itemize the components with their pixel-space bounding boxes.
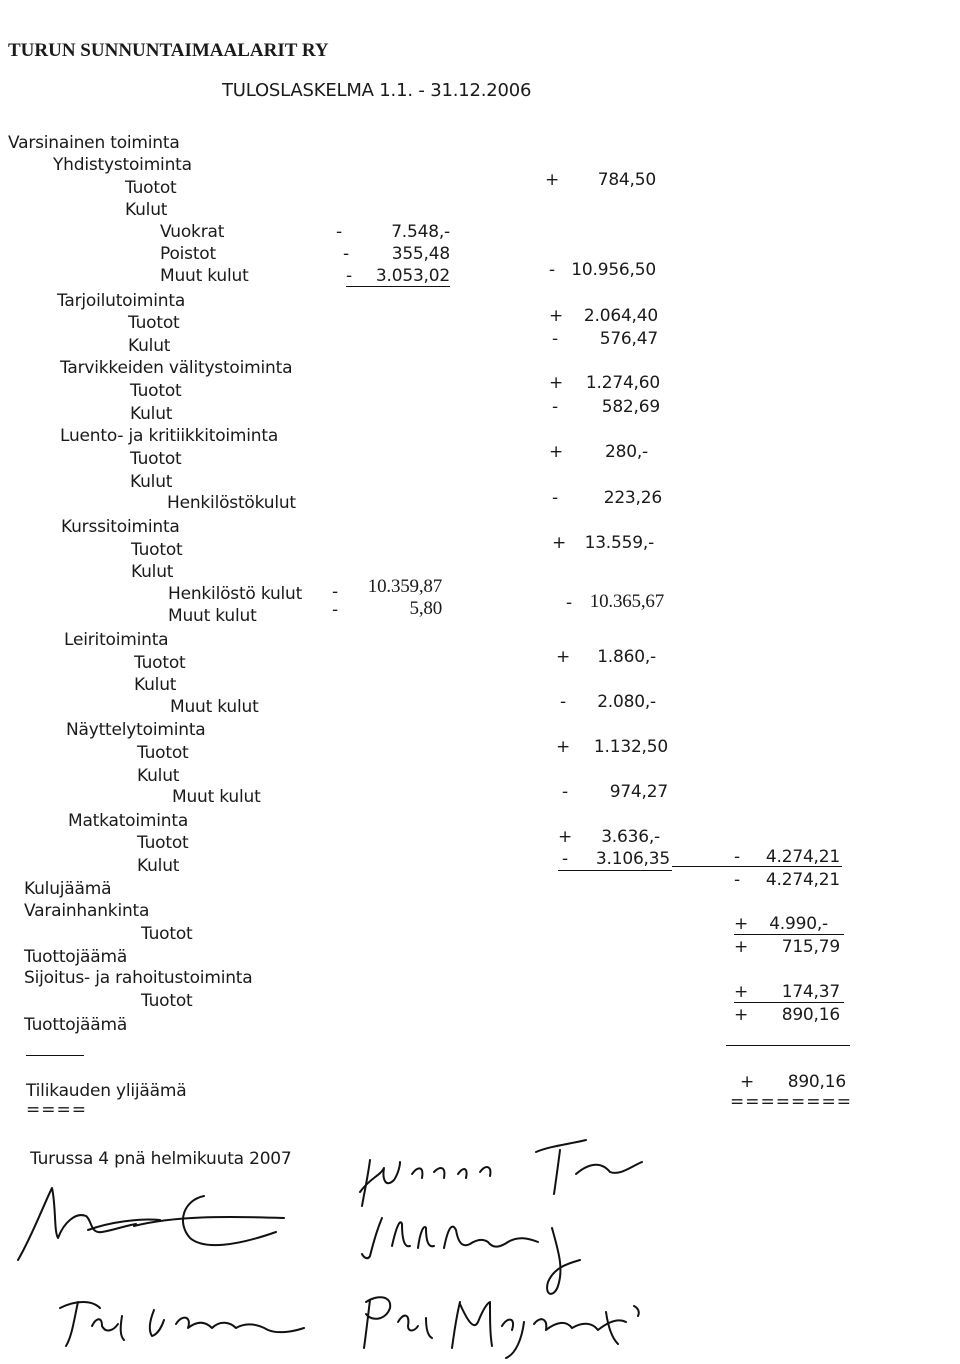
amount-sign: - xyxy=(562,782,568,802)
result-sign: + xyxy=(740,1072,755,1092)
signature-1 xyxy=(14,1176,294,1276)
double-rule-short: ==== xyxy=(26,1100,87,1120)
total-value: 4.274,21 xyxy=(765,847,840,867)
line-label: Tuotot xyxy=(128,313,180,333)
total-value: 4.990,- xyxy=(769,914,828,934)
line-label: Kulut xyxy=(130,404,173,424)
result-label: Tilikauden ylijäämä xyxy=(26,1081,187,1101)
amount-value: 974,27 xyxy=(609,782,668,802)
amount-sign: - xyxy=(552,329,558,349)
section-label: Varainhankinta xyxy=(24,901,150,921)
place-date: Turussa 4 pnä helmikuuta 2007 xyxy=(30,1149,292,1169)
amount-value: 2.064,40 xyxy=(583,306,658,326)
amount-sign: + xyxy=(545,170,560,190)
amount-sign: - xyxy=(346,266,352,286)
signature-4 xyxy=(48,1286,318,1356)
summary-label: Kulujäämä xyxy=(24,879,112,899)
subsection-label: Yhdistystoiminta xyxy=(53,155,192,175)
statement-title: TULOSLASKELMA 1.1. - 31.12.2006 xyxy=(222,80,532,101)
subsection-label: Näyttelytoiminta xyxy=(66,720,206,740)
amount-sign: + xyxy=(558,827,573,847)
total-sign: + xyxy=(734,914,749,934)
line-label: Kulut xyxy=(125,200,168,220)
subsection-label: Matkatoiminta xyxy=(68,811,189,831)
line-label: Poistot xyxy=(160,244,216,264)
amount-value: 1.132,50 xyxy=(593,737,668,757)
amount-value: 784,50 xyxy=(597,170,656,190)
total-value: 4.274,21 xyxy=(765,870,840,890)
summary-rule xyxy=(26,1055,84,1056)
subsection-label: Leiritoiminta xyxy=(64,630,169,650)
result-value: 890,16 xyxy=(787,1072,846,1092)
amount-value: 7.548,- xyxy=(391,222,450,242)
amount-sign: + xyxy=(549,442,564,462)
amount-value: 582,69 xyxy=(601,397,660,417)
subtotal-underline xyxy=(346,286,450,287)
line-label: Kulut xyxy=(128,336,171,356)
amount-value: 280,- xyxy=(605,442,648,462)
section-label: Sijoitus- ja rahoitustoiminta xyxy=(24,968,253,988)
amount-value: 2.080,- xyxy=(597,692,656,712)
amount-sign: + xyxy=(552,533,567,553)
amount-value: 1.274,60 xyxy=(585,373,660,393)
total-value: 715,79 xyxy=(781,937,840,957)
amount-value: 355,48 xyxy=(391,244,450,264)
summary-label: Tuottojäämä xyxy=(24,947,128,967)
subsection-label: Tarjoilutoiminta xyxy=(57,291,186,311)
total-sign: + xyxy=(734,1005,749,1025)
line-label: Kulut xyxy=(131,562,174,582)
line-label: Henkilöstökulut xyxy=(167,493,296,513)
line-label: Tuotot xyxy=(141,991,193,1011)
total-value: 174,37 xyxy=(781,982,840,1002)
amount-sign: - xyxy=(552,397,558,417)
double-rule-long: ======== xyxy=(730,1092,852,1112)
line-label: Tuotot xyxy=(131,540,183,560)
subsection-label: Tarvikkeiden välitystoiminta xyxy=(60,358,293,378)
line-label: Tuotot xyxy=(134,653,186,673)
amount-sign: + xyxy=(549,306,564,326)
line-label: Henkilöstö kulut xyxy=(168,584,303,604)
total-sign: - xyxy=(734,847,740,867)
line-label: Tuotot xyxy=(137,833,189,853)
line-label: Muut kulut xyxy=(170,697,259,717)
total-sign: - xyxy=(734,870,740,890)
amount-sign: - xyxy=(560,692,566,712)
line-label: Tuotot xyxy=(125,178,177,198)
line-label: Muut kulut xyxy=(168,606,257,626)
line-label: Tuotot xyxy=(130,449,182,469)
subsection-label: Luento- ja kritiikkitoiminta xyxy=(60,426,279,446)
signature-5 xyxy=(356,1282,656,1362)
amount-sign: - xyxy=(549,260,555,280)
organization-name: TURUN SUNNUNTAIMAALARIT RY xyxy=(8,40,329,61)
line-label: Tuotot xyxy=(130,381,182,401)
summary-rule xyxy=(726,1045,850,1046)
amount-value: 5,80 xyxy=(409,598,442,619)
amount-value: 576,47 xyxy=(599,329,658,349)
line-label: Muut kulut xyxy=(160,266,249,286)
amount-sign: + xyxy=(556,647,571,667)
section-label: Varsinainen toiminta xyxy=(8,133,180,153)
subsection-label: Kurssitoiminta xyxy=(61,517,180,537)
line-label: Kulut xyxy=(134,675,177,695)
amount-value: 10.365,67 xyxy=(589,591,664,612)
total-underline xyxy=(672,866,842,867)
line-label: Tuotot xyxy=(141,924,193,944)
amount-value: 223,26 xyxy=(603,488,662,508)
line-label: Vuokrat xyxy=(160,222,225,242)
amount-value: 1.860,- xyxy=(597,647,656,667)
amount-sign: - xyxy=(562,849,568,869)
amount-sign: - xyxy=(336,222,342,242)
amount-value: 3.636,- xyxy=(601,827,660,847)
total-sign: + xyxy=(734,982,749,1002)
amount-sign: + xyxy=(556,737,571,757)
amount-sign: - xyxy=(332,582,338,602)
total-sign: + xyxy=(734,937,749,957)
line-label: Tuotot xyxy=(137,743,189,763)
total-value: 890,16 xyxy=(781,1005,840,1025)
amount-sign: - xyxy=(343,244,349,264)
amount-sign: + xyxy=(549,373,564,393)
summary-label: Tuottojäämä xyxy=(24,1015,128,1035)
subtotal-underline xyxy=(558,870,672,871)
line-label: Kulut xyxy=(130,472,173,492)
amount-value: 10.359,87 xyxy=(367,576,442,597)
line-label: Kulut xyxy=(137,766,180,786)
total-underline xyxy=(734,1002,844,1003)
amount-sign: - xyxy=(552,488,558,508)
amount-value: 13.559,- xyxy=(584,533,654,553)
line-label: Kulut xyxy=(137,856,180,876)
amount-value: 10.956,50 xyxy=(571,260,656,280)
total-underline xyxy=(734,934,844,935)
amount-sign: - xyxy=(566,593,572,613)
amount-value: 3.053,02 xyxy=(375,266,450,286)
line-label: Muut kulut xyxy=(172,787,261,807)
amount-sign: - xyxy=(332,600,338,620)
amount-value: 3.106,35 xyxy=(595,849,670,869)
